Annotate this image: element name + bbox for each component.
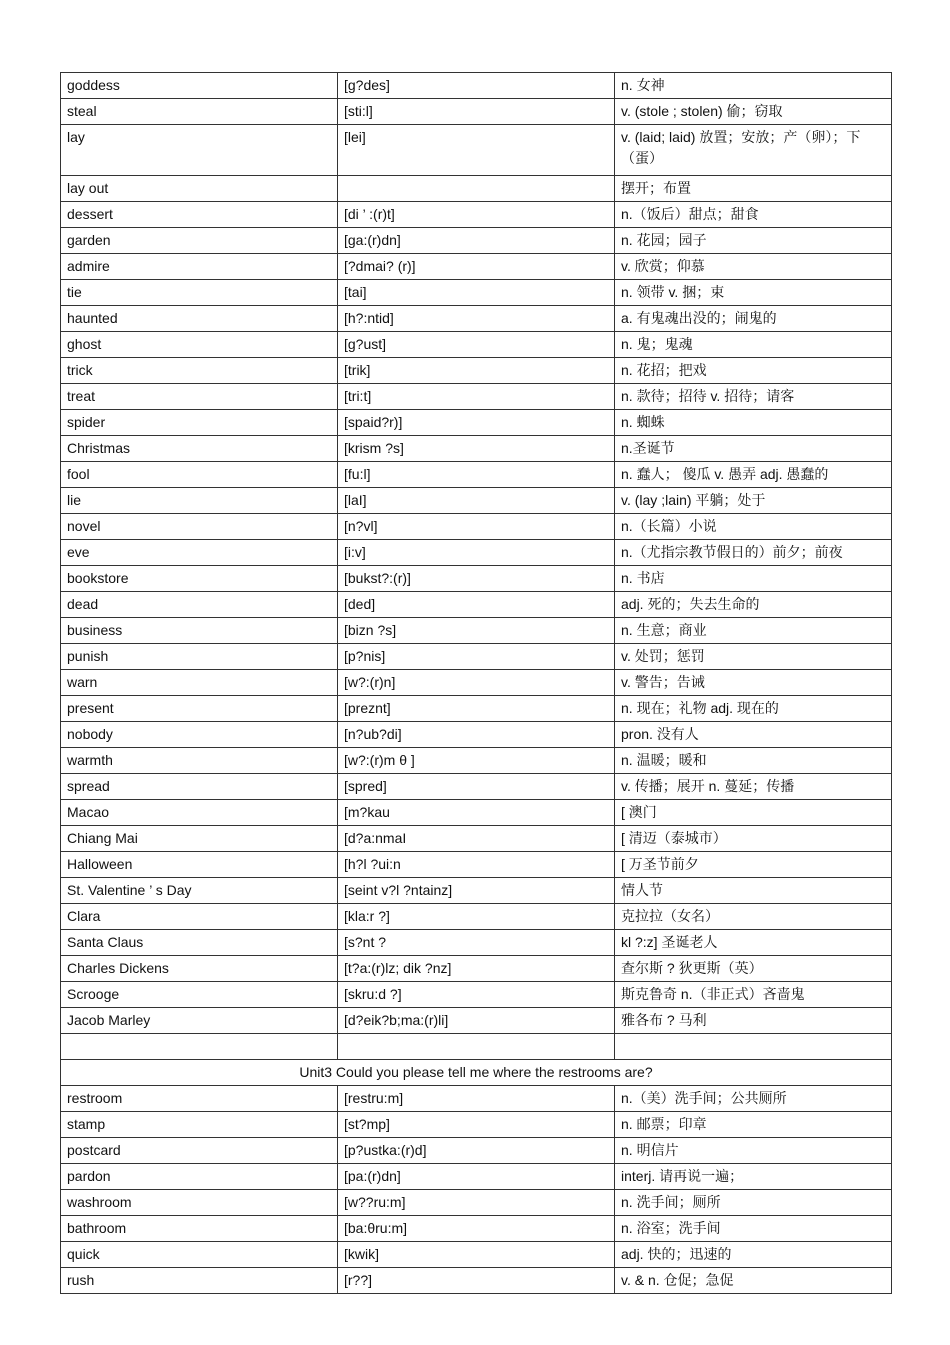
table-row bbox=[61, 774, 892, 800]
table-row bbox=[61, 176, 892, 202]
word-cell: pardon bbox=[61, 1164, 338, 1190]
table-row bbox=[61, 904, 892, 930]
table-row bbox=[61, 1086, 892, 1112]
table-row bbox=[61, 748, 892, 774]
pronunciation-cell: [i:v] bbox=[338, 540, 615, 566]
pronunciation-cell: [p?nis] bbox=[338, 644, 615, 670]
word-cell: nobody bbox=[61, 722, 338, 748]
meaning-cell: n. 现在；礼物 adj. 现在的 bbox=[615, 696, 892, 722]
meaning-cell: [ 清迈（泰城市） bbox=[615, 826, 892, 852]
meaning-cell: 摆开；布置 bbox=[615, 176, 892, 202]
word-cell: admire bbox=[61, 254, 338, 280]
vocabulary-table-body bbox=[61, 73, 892, 1294]
table-row bbox=[61, 800, 892, 826]
pronunciation-cell: [krism ?s] bbox=[338, 436, 615, 462]
pronunciation-cell: [m?kau bbox=[338, 800, 615, 826]
meaning-cell: n.（尤指宗教节假日的）前夕；前夜 bbox=[615, 540, 892, 566]
table-row bbox=[61, 1008, 892, 1034]
word-cell: lie bbox=[61, 488, 338, 514]
pronunciation-cell: [d?eik?b;ma:(r)li] bbox=[338, 1008, 615, 1034]
meaning-cell bbox=[615, 1034, 892, 1060]
word-cell: quick bbox=[61, 1242, 338, 1268]
meaning-cell: n. 洗手间；厕所 bbox=[615, 1190, 892, 1216]
pronunciation-cell: [n?vl] bbox=[338, 514, 615, 540]
pronunciation-cell: [sti:l] bbox=[338, 99, 615, 125]
meaning-cell: n. 款待；招待 v. 招待；请客 bbox=[615, 384, 892, 410]
table-row bbox=[61, 73, 892, 99]
table-row bbox=[61, 410, 892, 436]
word-cell: dessert bbox=[61, 202, 338, 228]
word-cell: Christmas bbox=[61, 436, 338, 462]
table-row bbox=[61, 436, 892, 462]
meaning-cell: n.圣诞节 bbox=[615, 436, 892, 462]
pronunciation-cell bbox=[338, 176, 615, 202]
table-row bbox=[61, 566, 892, 592]
meaning-cell: v. (stole ; stolen) 偷；窃取 bbox=[615, 99, 892, 125]
meaning-cell: kl ?:z] 圣诞老人 bbox=[615, 930, 892, 956]
meaning-cell: n. 明信片 bbox=[615, 1138, 892, 1164]
table-row bbox=[61, 125, 892, 176]
pronunciation-cell: [pa:(r)dn] bbox=[338, 1164, 615, 1190]
table-row bbox=[61, 878, 892, 904]
word-cell: St. Valentine ’ s Day bbox=[61, 878, 338, 904]
word-cell: haunted bbox=[61, 306, 338, 332]
pronunciation-cell: [ba:θru:m] bbox=[338, 1216, 615, 1242]
pronunciation-cell: [spred] bbox=[338, 774, 615, 800]
word-cell: business bbox=[61, 618, 338, 644]
word-cell: garden bbox=[61, 228, 338, 254]
pronunciation-cell: [ga:(r)dn] bbox=[338, 228, 615, 254]
unit-heading-row bbox=[61, 1060, 892, 1086]
table-row bbox=[61, 99, 892, 125]
word-cell: Charles Dickens bbox=[61, 956, 338, 982]
word-cell: punish bbox=[61, 644, 338, 670]
table-row bbox=[61, 1164, 892, 1190]
pronunciation-cell: [?dmai? (r)] bbox=[338, 254, 615, 280]
word-cell: eve bbox=[61, 540, 338, 566]
vocabulary-table bbox=[60, 72, 892, 1294]
pronunciation-cell: [restru:m] bbox=[338, 1086, 615, 1112]
word-cell: fool bbox=[61, 462, 338, 488]
meaning-cell: n. 蜘蛛 bbox=[615, 410, 892, 436]
word-cell: treat bbox=[61, 384, 338, 410]
meaning-cell: n.（饭后）甜点；甜食 bbox=[615, 202, 892, 228]
meaning-cell: a. 有鬼魂出没的；闹鬼的 bbox=[615, 306, 892, 332]
table-row bbox=[61, 358, 892, 384]
table-row bbox=[61, 592, 892, 618]
meaning-cell: 情人节 bbox=[615, 878, 892, 904]
pronunciation-cell: [st?mp] bbox=[338, 1112, 615, 1138]
meaning-cell: pron. 没有人 bbox=[615, 722, 892, 748]
meaning-cell: [ 澳门 bbox=[615, 800, 892, 826]
word-cell: Macao bbox=[61, 800, 338, 826]
word-cell: Chiang Mai bbox=[61, 826, 338, 852]
pronunciation-cell: [w??ru:m] bbox=[338, 1190, 615, 1216]
word-cell: ghost bbox=[61, 332, 338, 358]
pronunciation-cell: [di ’ :(r)t] bbox=[338, 202, 615, 228]
table-row bbox=[61, 618, 892, 644]
word-cell: goddess bbox=[61, 73, 338, 99]
pronunciation-cell: [d?a:nmaI bbox=[338, 826, 615, 852]
meaning-cell: n. 花招；把戏 bbox=[615, 358, 892, 384]
pronunciation-cell: [tai] bbox=[338, 280, 615, 306]
unit-heading: Unit3 Could you please tell me where the restrooms are? bbox=[61, 1060, 892, 1086]
pronunciation-cell: [g?des] bbox=[338, 73, 615, 99]
meaning-cell: interj. 请再说一遍； bbox=[615, 1164, 892, 1190]
table-row bbox=[61, 514, 892, 540]
meaning-cell: n.（美）洗手间；公共厕所 bbox=[615, 1086, 892, 1112]
table-row bbox=[61, 488, 892, 514]
table-row bbox=[61, 1242, 892, 1268]
pronunciation-cell: [w?:(r)m θ ] bbox=[338, 748, 615, 774]
table-row bbox=[61, 540, 892, 566]
pronunciation-cell: [w?:(r)n] bbox=[338, 670, 615, 696]
word-cell: spider bbox=[61, 410, 338, 436]
word-cell bbox=[61, 1034, 338, 1060]
meaning-cell: n.（长篇）小说 bbox=[615, 514, 892, 540]
meaning-cell: 雅各布 ? 马利 bbox=[615, 1008, 892, 1034]
meaning-cell: v. 处罚；惩罚 bbox=[615, 644, 892, 670]
pronunciation-cell: [skru:d ?] bbox=[338, 982, 615, 1008]
pronunciation-cell: [bukst?:(r)] bbox=[338, 566, 615, 592]
pronunciation-cell: [s?nt ? bbox=[338, 930, 615, 956]
pronunciation-cell: [kla:r ?] bbox=[338, 904, 615, 930]
meaning-cell: v. 警告；告诫 bbox=[615, 670, 892, 696]
meaning-cell: n. 温暖；暖和 bbox=[615, 748, 892, 774]
table-row bbox=[61, 1034, 892, 1060]
meaning-cell: adj. 死的；失去生命的 bbox=[615, 592, 892, 618]
table-row bbox=[61, 306, 892, 332]
word-cell: stamp bbox=[61, 1112, 338, 1138]
pronunciation-cell: [h?:ntid] bbox=[338, 306, 615, 332]
pronunciation-cell: [r??] bbox=[338, 1268, 615, 1294]
table-row bbox=[61, 228, 892, 254]
word-cell: Halloween bbox=[61, 852, 338, 878]
word-cell: Santa Claus bbox=[61, 930, 338, 956]
word-cell: warmth bbox=[61, 748, 338, 774]
meaning-cell: [ 万圣节前夕 bbox=[615, 852, 892, 878]
word-cell: spread bbox=[61, 774, 338, 800]
pronunciation-cell bbox=[338, 1034, 615, 1060]
meaning-cell: n. 花园；园子 bbox=[615, 228, 892, 254]
table-row bbox=[61, 644, 892, 670]
meaning-cell: v. & n. 仓促；急促 bbox=[615, 1268, 892, 1294]
word-cell: postcard bbox=[61, 1138, 338, 1164]
meaning-cell: v. (lay ;lain) 平躺；处于 bbox=[615, 488, 892, 514]
word-cell: Scrooge bbox=[61, 982, 338, 1008]
meaning-cell: adj. 快的；迅速的 bbox=[615, 1242, 892, 1268]
table-row bbox=[61, 826, 892, 852]
table-row bbox=[61, 1138, 892, 1164]
table-row bbox=[61, 332, 892, 358]
word-cell: Clara bbox=[61, 904, 338, 930]
word-cell: tie bbox=[61, 280, 338, 306]
pronunciation-cell: [g?ust] bbox=[338, 332, 615, 358]
meaning-cell: n. 领带 v. 捆；束 bbox=[615, 280, 892, 306]
word-cell: bathroom bbox=[61, 1216, 338, 1242]
pronunciation-cell: [seint v?l ?ntainz] bbox=[338, 878, 615, 904]
word-cell: lay bbox=[61, 125, 338, 176]
meaning-cell: 查尔斯 ? 狄更斯（英） bbox=[615, 956, 892, 982]
meaning-cell: 克拉拉（女名） bbox=[615, 904, 892, 930]
table-row bbox=[61, 1216, 892, 1242]
table-row bbox=[61, 384, 892, 410]
word-cell: steal bbox=[61, 99, 338, 125]
table-row bbox=[61, 1190, 892, 1216]
meaning-cell: v. 传播；展开 n. 蔓延；传播 bbox=[615, 774, 892, 800]
word-cell: lay out bbox=[61, 176, 338, 202]
meaning-cell: v. (laid; laid) 放置；安放；产（卵）；下（蛋） bbox=[615, 125, 892, 176]
table-row bbox=[61, 1112, 892, 1138]
word-cell: dead bbox=[61, 592, 338, 618]
meaning-cell: 斯克鲁奇 n.（非正式）吝啬鬼 bbox=[615, 982, 892, 1008]
pronunciation-cell: [p?ustka:(r)d] bbox=[338, 1138, 615, 1164]
word-cell: rush bbox=[61, 1268, 338, 1294]
meaning-cell: n. 邮票；印章 bbox=[615, 1112, 892, 1138]
table-row bbox=[61, 670, 892, 696]
pronunciation-cell: [h?l ?ui:n bbox=[338, 852, 615, 878]
pronunciation-cell: [spaid?r)] bbox=[338, 410, 615, 436]
pronunciation-cell: [trik] bbox=[338, 358, 615, 384]
table-row bbox=[61, 254, 892, 280]
pronunciation-cell: [preznt] bbox=[338, 696, 615, 722]
meaning-cell: n. 女神 bbox=[615, 73, 892, 99]
table-row bbox=[61, 280, 892, 306]
word-cell: present bbox=[61, 696, 338, 722]
pronunciation-cell: [t?a:(r)lz; dik ?nz] bbox=[338, 956, 615, 982]
table-row bbox=[61, 930, 892, 956]
table-row bbox=[61, 722, 892, 748]
meaning-cell: n. 书店 bbox=[615, 566, 892, 592]
pronunciation-cell: [ded] bbox=[338, 592, 615, 618]
table-row bbox=[61, 1268, 892, 1294]
word-cell: bookstore bbox=[61, 566, 338, 592]
word-cell: restroom bbox=[61, 1086, 338, 1112]
table-row bbox=[61, 202, 892, 228]
meaning-cell: n. 鬼；鬼魂 bbox=[615, 332, 892, 358]
pronunciation-cell: [n?ub?di] bbox=[338, 722, 615, 748]
meaning-cell: v. 欣赏；仰慕 bbox=[615, 254, 892, 280]
word-cell: novel bbox=[61, 514, 338, 540]
pronunciation-cell: [bizn ?s] bbox=[338, 618, 615, 644]
pronunciation-cell: [lei] bbox=[338, 125, 615, 176]
pronunciation-cell: [laI] bbox=[338, 488, 615, 514]
meaning-cell: n. 生意；商业 bbox=[615, 618, 892, 644]
word-cell: warn bbox=[61, 670, 338, 696]
word-cell: washroom bbox=[61, 1190, 338, 1216]
table-row bbox=[61, 462, 892, 488]
table-row bbox=[61, 852, 892, 878]
pronunciation-cell: [fu:l] bbox=[338, 462, 615, 488]
table-row bbox=[61, 982, 892, 1008]
meaning-cell: n. 浴室；洗手间 bbox=[615, 1216, 892, 1242]
word-cell: trick bbox=[61, 358, 338, 384]
pronunciation-cell: [kwik] bbox=[338, 1242, 615, 1268]
table-row bbox=[61, 696, 892, 722]
pronunciation-cell: [tri:t] bbox=[338, 384, 615, 410]
word-cell: Jacob Marley bbox=[61, 1008, 338, 1034]
meaning-cell: n. 蠢人； 傻瓜 v. 愚弄 adj. 愚蠢的 bbox=[615, 462, 892, 488]
table-row bbox=[61, 956, 892, 982]
